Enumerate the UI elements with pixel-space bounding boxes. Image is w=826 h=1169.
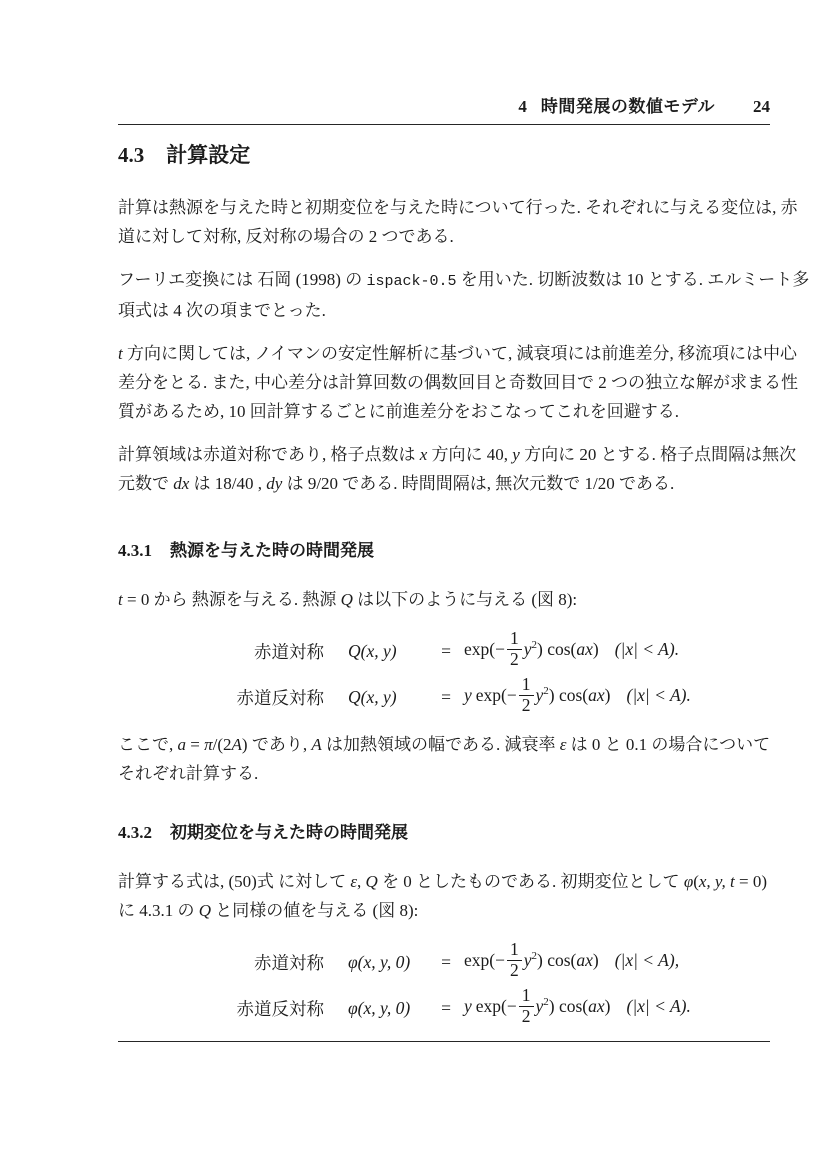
coefficient: y bbox=[464, 996, 472, 1017]
equation-lhs: Q(x, y) bbox=[348, 686, 397, 707]
text-line bbox=[118, 397, 770, 426]
text-run: ここで, bbox=[118, 735, 178, 754]
paragraph-heat-source bbox=[118, 585, 770, 614]
equation-row-q-antisymmetric bbox=[118, 674, 770, 720]
text-run: , bbox=[357, 872, 366, 891]
exponent: 2 bbox=[543, 996, 549, 1009]
text-line bbox=[118, 265, 810, 296]
fraction-denominator: 2 bbox=[519, 1006, 534, 1026]
fraction bbox=[519, 986, 534, 1026]
text-run: は 9/20 である. 時間間隔は, 無次元数で 1/20 である. bbox=[282, 474, 675, 493]
equation-label: 赤道対称 bbox=[254, 952, 324, 973]
fraction-numerator: 1 bbox=[521, 674, 531, 695]
fraction-numerator: 1 bbox=[509, 939, 519, 960]
text-run: は 0 と 0.1 の場合について bbox=[566, 735, 771, 754]
paragraph-parameters bbox=[118, 730, 770, 788]
fraction-denominator: 2 bbox=[507, 960, 522, 980]
paragraph-grid bbox=[118, 440, 797, 498]
close-paren: ) bbox=[592, 950, 599, 971]
equation-condition: (|x| < A). bbox=[626, 996, 691, 1017]
equals-sign: = bbox=[441, 640, 451, 661]
argument-ax: ax bbox=[576, 639, 593, 660]
fraction bbox=[507, 629, 522, 669]
text-run: ε bbox=[350, 872, 358, 891]
function-exp: exp(− bbox=[475, 996, 517, 1017]
text-line bbox=[118, 867, 770, 896]
function-exp: exp(− bbox=[464, 950, 505, 971]
function-exp: exp(− bbox=[475, 685, 517, 706]
fraction-denominator: 2 bbox=[519, 695, 534, 715]
text-run: は加熱領域の幅である. 減衰率 bbox=[321, 735, 560, 754]
text-line bbox=[118, 368, 798, 397]
text-run: は以下のように与える (図 8): bbox=[352, 590, 578, 609]
function-cos: ) cos( bbox=[548, 685, 589, 706]
paragraph-initial-displacement bbox=[118, 867, 770, 925]
equation-rhs bbox=[464, 985, 770, 1028]
close-paren: ) bbox=[604, 996, 611, 1017]
exponent: 2 bbox=[543, 685, 549, 698]
text-run: φ bbox=[683, 872, 694, 891]
function-cos: ) cos( bbox=[537, 639, 577, 660]
text-run: 差分をとる. また, 中心差分は計算回数の偶数回目と奇数回目で 2 つの独立な解が求まる性 bbox=[118, 373, 798, 392]
text-run: と同様の値を与える (図 8): bbox=[211, 901, 419, 920]
equation-lhs: Q(x, y) bbox=[348, 640, 397, 661]
exponent: 2 bbox=[531, 639, 537, 652]
text-run: π bbox=[204, 735, 213, 754]
text-run: /(2 bbox=[212, 735, 232, 754]
fraction bbox=[519, 675, 534, 715]
spacer bbox=[118, 802, 770, 818]
text-run: に 4.3.1 の bbox=[118, 901, 199, 920]
text-run: 道に対して対称, 反対称の場合の 2 つである. bbox=[118, 227, 454, 246]
fraction-numerator: 1 bbox=[521, 985, 531, 1006]
close-paren: ) bbox=[604, 685, 611, 706]
subsection-431-number: 4.3.1 bbox=[118, 541, 152, 560]
text-run: Q bbox=[365, 872, 378, 891]
fraction-numerator: 1 bbox=[509, 628, 519, 649]
text-run: = bbox=[186, 735, 205, 754]
footer-rule bbox=[118, 1041, 770, 1042]
text-run: t bbox=[118, 344, 123, 363]
argument-ax: ax bbox=[588, 685, 605, 706]
header-section-number: 4 bbox=[518, 97, 527, 116]
text-run: a bbox=[177, 735, 186, 754]
page-body bbox=[118, 139, 810, 1041]
text-run: ispack-0.5 bbox=[366, 273, 457, 290]
text-run: y bbox=[512, 445, 520, 464]
text-run: を用いた. 切断波数は 10 とする. エルミート多 bbox=[456, 270, 810, 289]
section-heading bbox=[118, 139, 770, 169]
text-line bbox=[118, 222, 770, 251]
paragraph-fourier bbox=[118, 265, 810, 325]
equation-row-phi-symmetric bbox=[118, 939, 770, 985]
spacer bbox=[118, 512, 770, 536]
text-run: それぞれ計算する. bbox=[118, 764, 259, 783]
paragraph-intro bbox=[118, 193, 798, 251]
subsection-432-number: 4.3.2 bbox=[118, 823, 152, 842]
equation-label: 赤道対称 bbox=[254, 641, 324, 662]
equation-block-phi bbox=[118, 939, 770, 1031]
exponent: 2 bbox=[531, 950, 537, 963]
equals-sign: = bbox=[441, 951, 451, 972]
equation-condition: (|x| < A). bbox=[626, 685, 691, 706]
subsection-432-title: 初期変位を与えた時の時間発展 bbox=[170, 823, 408, 842]
section-heading-title: 計算設定 bbox=[166, 144, 251, 167]
text-run: t bbox=[118, 590, 123, 609]
text-run: x, y, t bbox=[698, 872, 735, 891]
variable-y: y bbox=[535, 996, 544, 1017]
function-cos: ) cos( bbox=[548, 996, 589, 1017]
equals-sign: = bbox=[441, 997, 451, 1018]
text-run: A bbox=[231, 735, 242, 754]
fraction-denominator: 2 bbox=[507, 649, 522, 669]
function-exp: exp(− bbox=[464, 639, 505, 660]
text-line bbox=[118, 469, 770, 498]
equation-lhs: φ(x, y, 0) bbox=[348, 997, 411, 1018]
paragraph-time-scheme bbox=[118, 339, 798, 426]
text-line bbox=[118, 585, 770, 614]
header-section-title: 時間発展の数値モデル bbox=[540, 97, 715, 116]
variable-y: y bbox=[523, 950, 532, 971]
equation-rhs bbox=[464, 674, 770, 717]
text-run: A bbox=[311, 735, 322, 754]
section-heading-number: 4.3 bbox=[118, 143, 145, 167]
text-run: 方向に 20 とする. 格子点間隔は無次 bbox=[519, 445, 797, 464]
text-run: ) であり, bbox=[241, 735, 312, 754]
text-run: dy bbox=[266, 474, 283, 493]
text-run: dx bbox=[173, 474, 190, 493]
equals-sign: = bbox=[441, 686, 451, 707]
text-line bbox=[118, 896, 770, 925]
subsection-431-title: 熱源を与えた時の時間発展 bbox=[170, 541, 374, 560]
text-run: 元数で bbox=[118, 474, 174, 493]
variable-y: y bbox=[535, 685, 544, 706]
equation-rhs bbox=[464, 628, 770, 671]
text-run: を 0 としたものである. 初期変位として bbox=[377, 872, 684, 891]
page-header bbox=[118, 92, 770, 125]
text-run: 方向に 40, bbox=[427, 445, 513, 464]
coefficient: y bbox=[464, 685, 472, 706]
text-run: Q bbox=[340, 590, 353, 609]
function-cos: ) cos( bbox=[537, 950, 577, 971]
variable-y: y bbox=[523, 639, 532, 660]
text-run: 質があるため, 10 回計算するごとに前進差分をおこなってこれを回避する. bbox=[118, 402, 679, 421]
equation-lhs: φ(x, y, 0) bbox=[348, 951, 411, 972]
fraction bbox=[507, 940, 522, 980]
text-line bbox=[118, 339, 797, 368]
text-run: ε bbox=[559, 735, 567, 754]
equation-label: 赤道反対称 bbox=[236, 687, 324, 708]
text-run: は 18/40 , bbox=[189, 474, 267, 493]
text-run: 計算する式は, (50)式 に対して bbox=[118, 872, 351, 891]
text-line bbox=[118, 440, 797, 469]
text-line bbox=[118, 730, 770, 759]
text-run: = 0 から 熱源を与える. 熱源 bbox=[122, 590, 341, 609]
equation-block-q bbox=[118, 628, 770, 720]
subsection-heading-431 bbox=[118, 536, 770, 561]
equation-row-phi-antisymmetric bbox=[118, 985, 770, 1031]
text-run: 計算は熱源を与えた時と初期変位を与えた時について行った. それぞれに与える変位は, 赤 bbox=[118, 198, 798, 217]
argument-ax: ax bbox=[588, 996, 605, 1017]
text-run: = 0) bbox=[734, 872, 768, 891]
equation-condition: (|x| < A). bbox=[614, 639, 680, 660]
text-run: ( bbox=[693, 872, 699, 891]
text-line bbox=[118, 296, 770, 325]
text-run: フーリエ変換には 石岡 (1998) の bbox=[118, 270, 367, 289]
text-run: x bbox=[419, 445, 428, 464]
text-line bbox=[118, 193, 798, 222]
text-line bbox=[118, 759, 770, 788]
equation-row-q-symmetric bbox=[118, 628, 770, 674]
argument-ax: ax bbox=[576, 950, 593, 971]
text-run: 項式は 4 次の項までとった. bbox=[118, 301, 326, 320]
text-run: Q bbox=[198, 901, 212, 920]
equation-condition: (|x| < A), bbox=[614, 950, 680, 971]
header-page-number: 24 bbox=[753, 97, 770, 116]
close-paren: ) bbox=[592, 639, 599, 660]
equation-rhs bbox=[464, 939, 770, 982]
equation-label: 赤道反対称 bbox=[236, 998, 324, 1019]
text-run: 計算領域は赤道対称であり, 格子点数は bbox=[118, 445, 420, 464]
subsection-heading-432 bbox=[118, 818, 770, 843]
text-run: 方向に関しては, ノイマンの安定性解析に基づいて, 減衰項には前進差分, 移流項には中心 bbox=[122, 344, 797, 363]
